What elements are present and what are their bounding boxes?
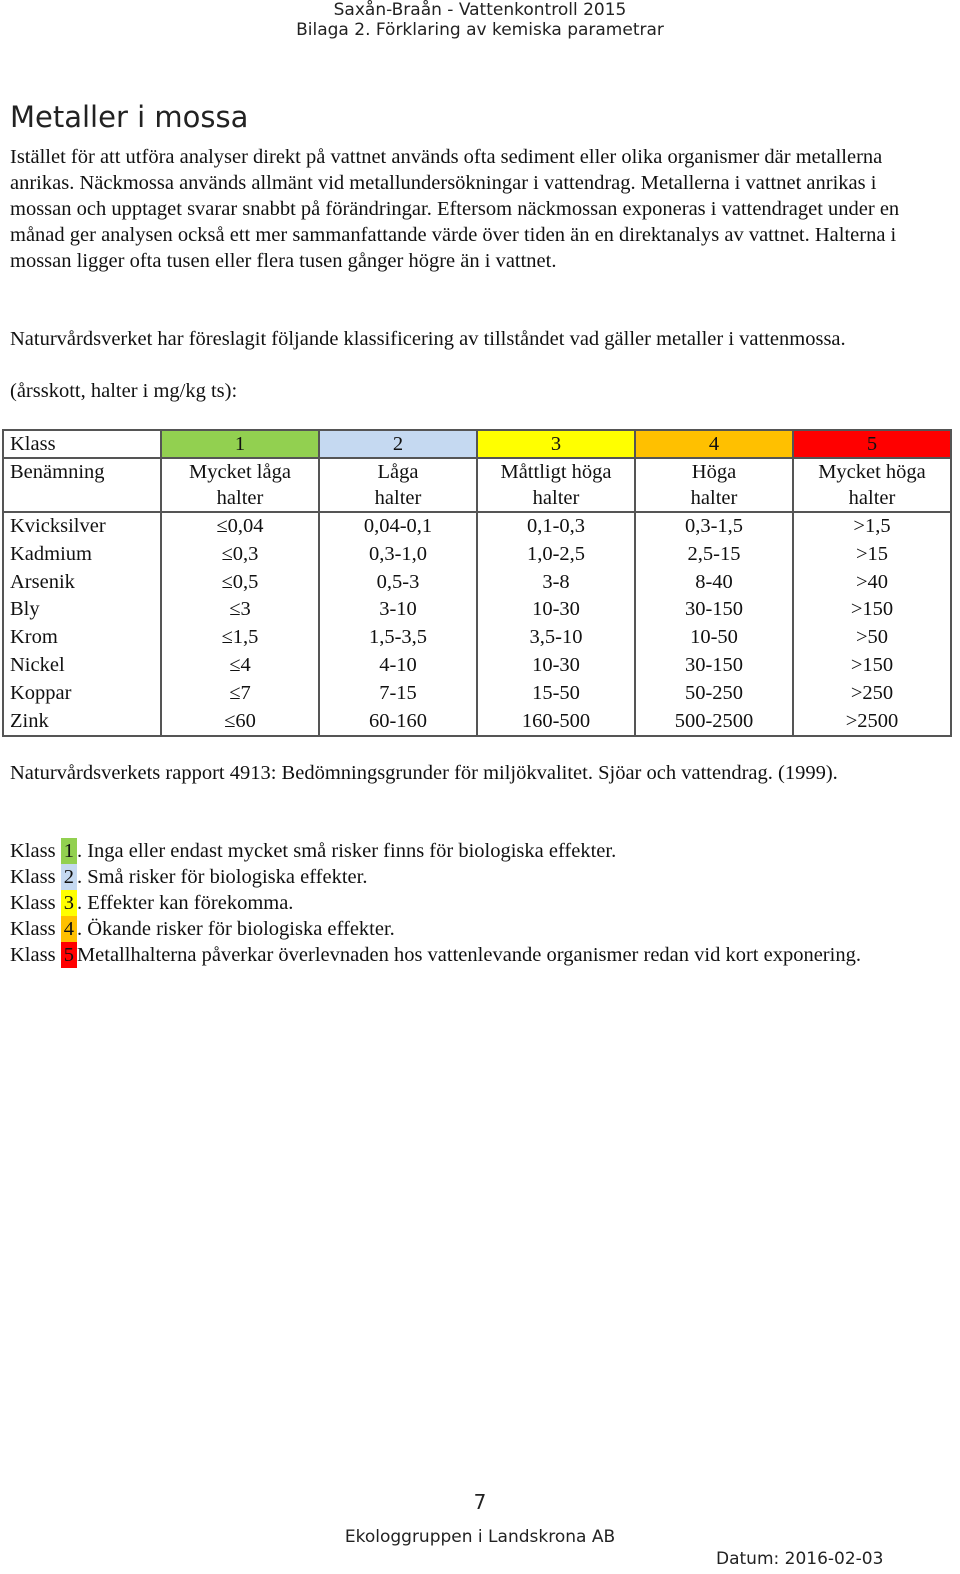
legend-number-4: 4 (61, 916, 77, 942)
benamning-label: Benämning (3, 458, 161, 512)
legend-number-5: 5 (61, 942, 77, 968)
legend-item-3 (10, 890, 910, 916)
legend-text: . Små risker för biologiska effekter. (76, 866, 368, 888)
classification-table (2, 429, 952, 737)
value-cell: 60-160 (319, 708, 477, 737)
reference-citation: Naturvårdsverkets rapport 4913: Bedömningsgrunder för miljökvalitet. Sjöar och vattendrag. (1999). (10, 762, 838, 784)
table-row (3, 708, 951, 737)
value-cell: 10-30 (477, 652, 635, 680)
metal-name: Nickel (3, 652, 161, 680)
value-cell: 10-30 (477, 596, 635, 624)
value-cell: ≤0,04 (161, 512, 319, 541)
value-cell: 1,5-3,5 (319, 624, 477, 652)
legend-text: Metallhalterna påverkar överlevnaden hos vattenlevande organismer redan vid kort exponering. (76, 944, 861, 966)
table-row (3, 512, 951, 541)
legend-item-2 (10, 864, 910, 890)
benamning-3: Måttligt höga halter (477, 458, 635, 512)
legend-item-4 (10, 916, 910, 942)
legend-number-2: 2 (61, 864, 77, 890)
metal-name: Kadmium (3, 541, 161, 569)
table-row (3, 541, 951, 569)
value-cell: >40 (793, 569, 951, 597)
value-cell: 3-10 (319, 596, 477, 624)
klass-label: Klass (3, 430, 161, 458)
value-cell: >250 (793, 680, 951, 708)
value-cell: 0,3-1,5 (635, 512, 793, 541)
value-cell: ≤60 (161, 708, 319, 737)
legend-text: . Effekter kan förekomma. (76, 892, 294, 914)
legend-prefix: Klass (10, 840, 56, 862)
value-cell: 2,5-15 (635, 541, 793, 569)
legend-item-5 (10, 942, 910, 968)
page-number: 7 (473, 1490, 487, 1514)
value-cell: ≤1,5 (161, 624, 319, 652)
legend-text: . Ökande risker för biologiska effekter. (76, 918, 395, 940)
klass-4-cell: 4 (635, 430, 793, 458)
value-cell: 0,5-3 (319, 569, 477, 597)
value-cell: 30-150 (635, 596, 793, 624)
value-cell: 0,3-1,0 (319, 541, 477, 569)
intro-paragraph: Istället för att utföra analyser direkt på vattnet används ofta sediment eller olika organismer där metallerna anrikas. Näckmossa används allmänt vid metallundersökningar i vattendrag. Metallerna i vattnet anrikas i mossan och upptaget svarar snabbt på förändringar. Eftersom näckmossan exponeras i vattendraget under en månad ger analysen också ett mer sammanfattande värde över tiden än en direktanalys av vattnet. Halterna i mossan ligger ofta tusen eller flera tusen gånger högre än i vattnet. (10, 146, 900, 272)
value-cell: 30-150 (635, 652, 793, 680)
benamning-2: Låga halter (319, 458, 477, 512)
value-cell: ≤0,5 (161, 569, 319, 597)
table-row (3, 652, 951, 680)
footer-date: Datum: 2016-02-03 (716, 1549, 884, 1569)
value-cell: 3-8 (477, 569, 635, 597)
table-row (3, 624, 951, 652)
metal-name: Koppar (3, 680, 161, 708)
klass-2-cell: 2 (319, 430, 477, 458)
value-cell: ≤4 (161, 652, 319, 680)
legend-prefix: Klass (10, 944, 56, 966)
classification-intro: Naturvårdsverket har föreslagit följande klassificering av tillståndet vad gäller metaller i vattenmossa. (10, 328, 846, 350)
metal-name: Zink (3, 708, 161, 737)
value-cell: >1,5 (793, 512, 951, 541)
table-row (3, 569, 951, 597)
value-cell: 4-10 (319, 652, 477, 680)
value-cell: 160-500 (477, 708, 635, 737)
benamning-5: Mycket höga halter (793, 458, 951, 512)
table-row (3, 680, 951, 708)
value-cell: >15 (793, 541, 951, 569)
value-cell: ≤0,3 (161, 541, 319, 569)
value-cell: 50-250 (635, 680, 793, 708)
legend-prefix: Klass (10, 892, 56, 914)
metal-name: Krom (3, 624, 161, 652)
table-row (3, 596, 951, 624)
value-cell: >150 (793, 652, 951, 680)
klass-5-cell: 5 (793, 430, 951, 458)
legend-number-3: 3 (61, 890, 77, 916)
benamning-4: Höga halter (635, 458, 793, 512)
legend-prefix: Klass (10, 866, 56, 888)
units-note: (årsskott, halter i mg/kg ts): (10, 380, 238, 402)
value-cell: ≤3 (161, 596, 319, 624)
value-cell: 10-50 (635, 624, 793, 652)
klass-3-cell: 3 (477, 430, 635, 458)
klass-1-cell: 1 (161, 430, 319, 458)
value-cell: >50 (793, 624, 951, 652)
metal-name: Arsenik (3, 569, 161, 597)
value-cell: 7-15 (319, 680, 477, 708)
klass-row (3, 430, 951, 458)
benamning-1: Mycket låga halter (161, 458, 319, 512)
value-cell: 8-40 (635, 569, 793, 597)
value-cell: 500-2500 (635, 708, 793, 737)
value-cell: 0,04-0,1 (319, 512, 477, 541)
benamning-row (3, 458, 951, 512)
value-cell: 15-50 (477, 680, 635, 708)
section-title: Metaller i mossa (10, 100, 249, 134)
legend-prefix: Klass (10, 918, 56, 940)
value-cell: 3,5-10 (477, 624, 635, 652)
legend-number-1: 1 (61, 838, 77, 864)
metal-name: Kvicksilver (3, 512, 161, 541)
legend-item-1 (10, 838, 910, 864)
footer-company: Ekologgruppen i Landskrona AB (344, 1527, 616, 1547)
value-cell: >150 (793, 596, 951, 624)
value-cell: 0,1-0,3 (477, 512, 635, 541)
header-title: Saxån-Braån - Vattenkontroll 2015 (333, 0, 627, 20)
value-cell: ≤7 (161, 680, 319, 708)
legend-text: . Inga eller endast mycket små risker finns för biologiska effekter. (76, 840, 617, 862)
value-cell: 1,0-2,5 (477, 541, 635, 569)
header-subtitle: Bilaga 2. Förklaring av kemiska parametrar (296, 20, 664, 40)
metal-name: Bly (3, 596, 161, 624)
value-cell: >2500 (793, 708, 951, 737)
